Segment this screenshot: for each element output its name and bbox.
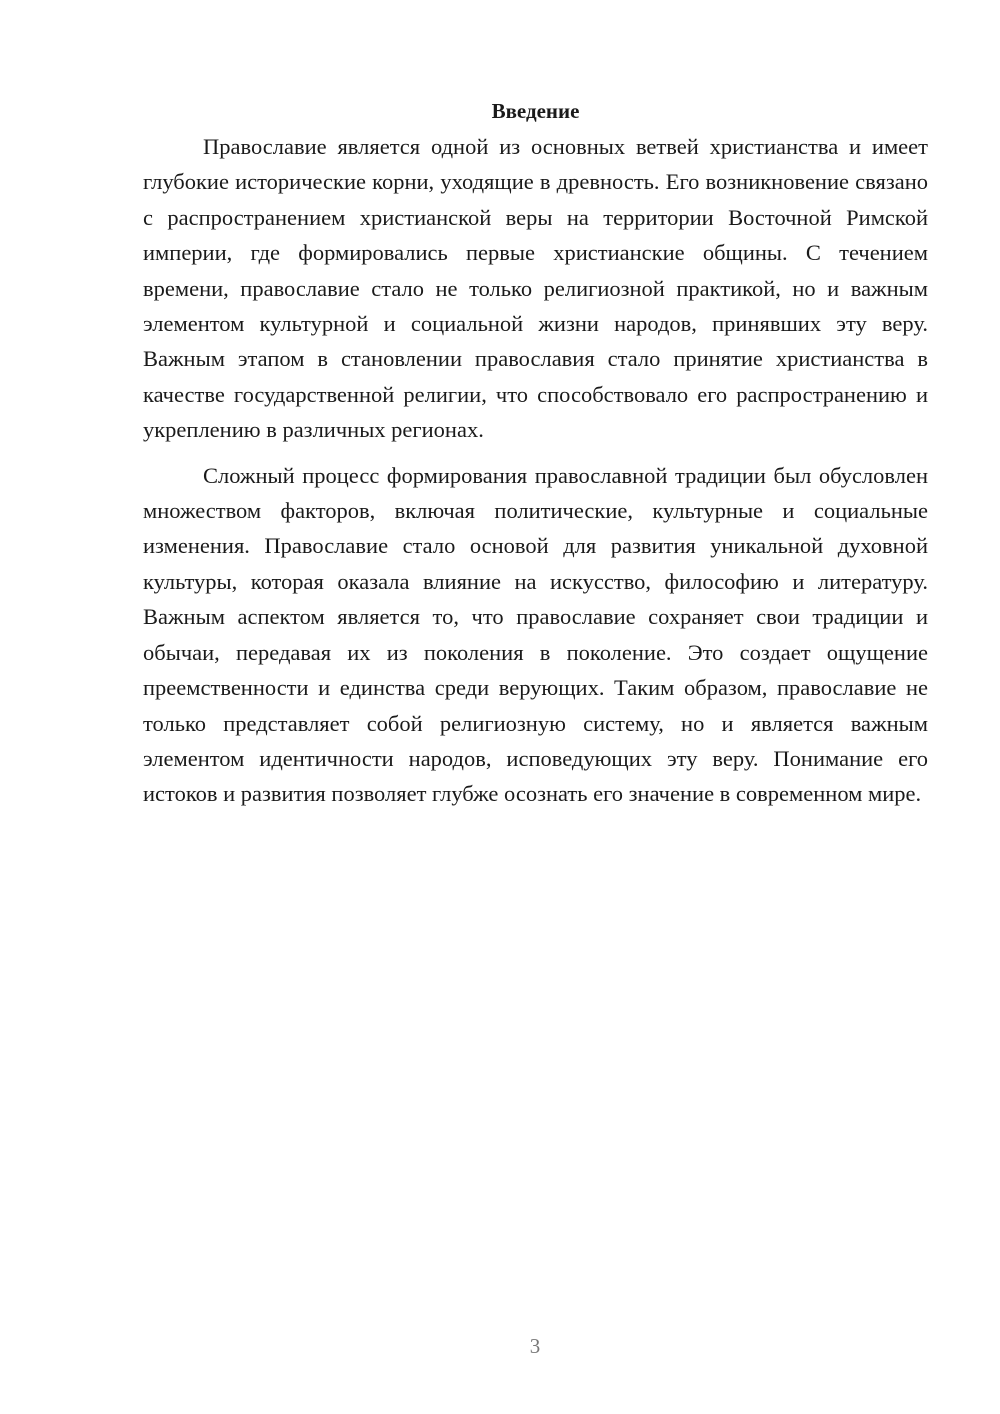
page-content (143, 96, 928, 812)
page-number: 3 (529, 1334, 541, 1358)
paragraph-2: Сложный процесс формирования православной традиции был обусловлен множеством факторов, включая политические, культурные и социальные изменения. Православие стало основой для развития уникальной духовной культуры, которая оказала влияние на искусство, философию и литературу. Важным аспектом является то, что православие сохраняет свои традиции и обычаи, передавая их из поколения в поколение. Это создает ощущение преемственности и единства среди верующих. Таким образом, православие не только представляет собой религиозную систему, но и является важным элементом идентичности народов, исповедующих эту веру. Понимание его истоков и развития позволяет глубже осознать его значение в современном мире. (143, 462, 928, 807)
paragraph-1: Православие является одной из основных ветвей христианства и имеет глубокие исторические корни, уходящие в древность. Его возникновение связано с распространением христианской веры на территории Восточной Римской империи, где формировались первые христианские общины. С течением времени, православие стало не только религиозной практикой, но и важным элементом культурной и социальной жизни народов, принявших эту веру. Важным этапом в становлении православия стало принятие христианства в качестве государственной религии, что способствовало его распространению и укреплению в различных регионах. (143, 134, 928, 443)
section-heading: Введение (491, 99, 580, 123)
